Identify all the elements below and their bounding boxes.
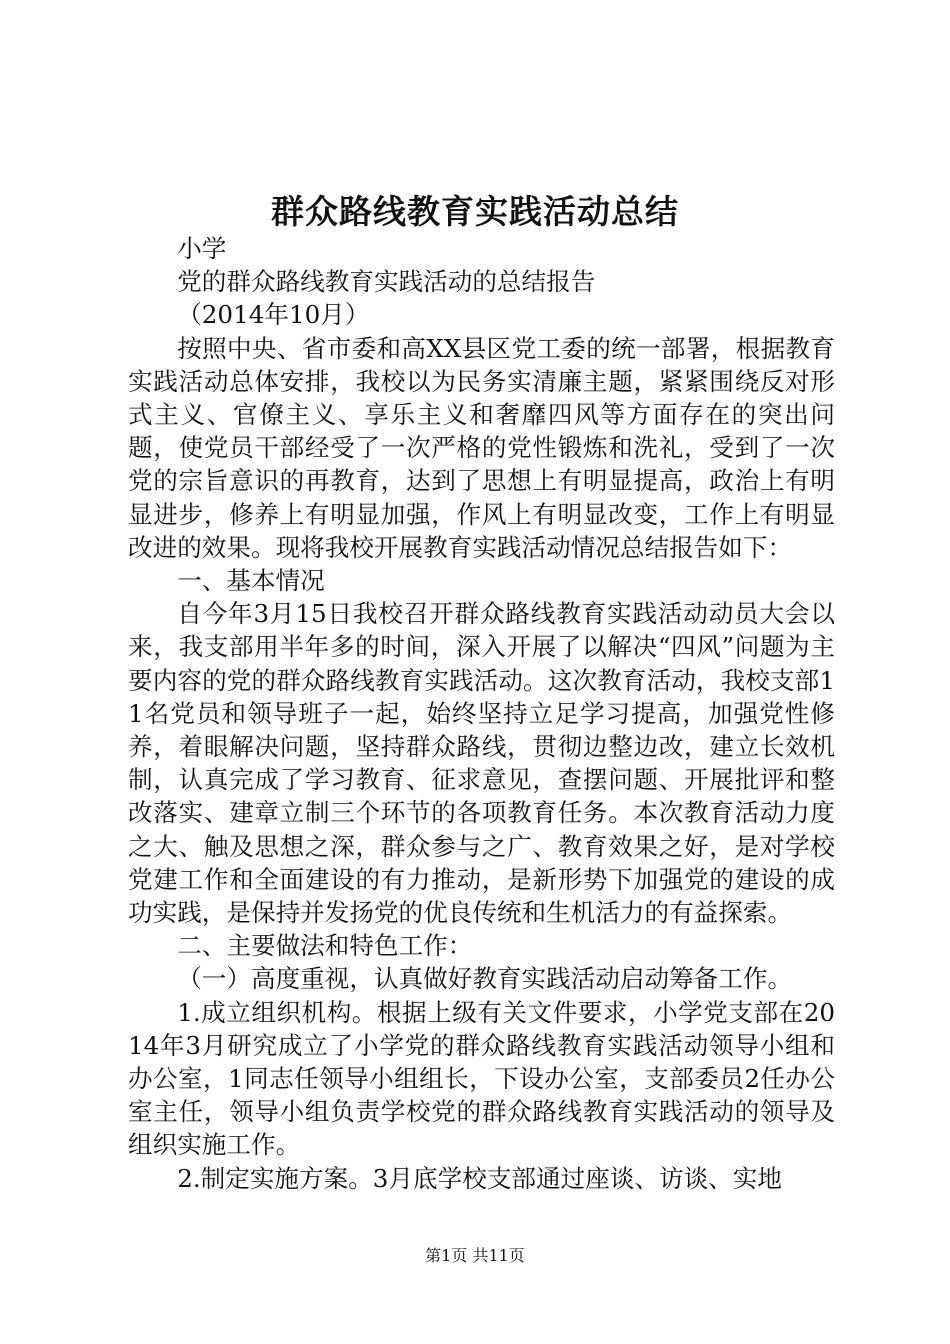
paragraph-report-title: 党的群众路线教育实践活动的总结报告 <box>177 267 596 297</box>
document-body <box>128 232 835 1195</box>
section-heading-basic: 一、基本情况 <box>177 566 325 596</box>
paragraph-plan: 2.制定实施方案。3月底学校支部通过座谈、访谈、实地 <box>177 1163 782 1193</box>
paragraph-date: （2014年10月） <box>177 300 370 330</box>
paragraph-school: 小学 <box>177 234 227 263</box>
paragraph-intro: 按照中央、省市委和高XX县区党工委的统一部署，根据教育实践活动总体安排，我校以为民务实清廉主题，紧紧围绕反对形式主义、官僚主义、享乐主义和奢靡四风等方面存在的突出问题，使党员干部经受了一次严格的党性锻炼和洗礼，受到了一次党的宗旨意识的再教育，达到了思想上有明显提高，政治上有明显进步，修养上有明显加强，作风上有明显改变，工作上有明显改进的效果。现将我校开展教育实践活动情况总结报告如下： <box>128 333 835 562</box>
paragraph-basic-situation: 自今年3月15日我校召开群众路线教育实践活动动员大会以来，我支部用半年多的时间，深入开展了以解决“四风”问题为主要内容的党的群众路线教育实践活动。这次教育活动，我校支部11名党员和领导班子一起，始终坚持立足学习提高，加强党性修养，着眼解决问题，坚持群众路线，贯彻边整边改，建立长效机制，认真完成了学习教育、征求意见，查摆问题、开展批评和整改落实、建章立制三个环节的各项教育任务。本次教育活动力度之大、触及思想之深，群众参与之广、教育效果之好，是对学校党建工作和全面建设的有力推动，是新形势下加强党的建设的成功实践，是保持并发扬党的优良传统和生机活力的有益探索。 <box>128 599 835 928</box>
document-title: 群众路线教育实践活动总结 <box>271 192 679 231</box>
paragraph-organization: 1.成立组织机构。根据上级有关文件要求，小学党支部在2014年3月研究成立了小学党的群众路线教育实践活动领导小组和办公室，1同志任领导小组组长，下设办公室，支部委员2任办公室主任，领导小组负责学校党的群众路线教育实践活动的领导及组织实施工作。 <box>128 997 835 1160</box>
subsection-heading-1: （一）高度重视，认真做好教育实践活动启动筹备工作。 <box>177 964 793 994</box>
section-heading-methods: 二、主要做法和特色工作： <box>177 931 473 961</box>
page-footer: 第1页 共11页 <box>425 1246 525 1265</box>
